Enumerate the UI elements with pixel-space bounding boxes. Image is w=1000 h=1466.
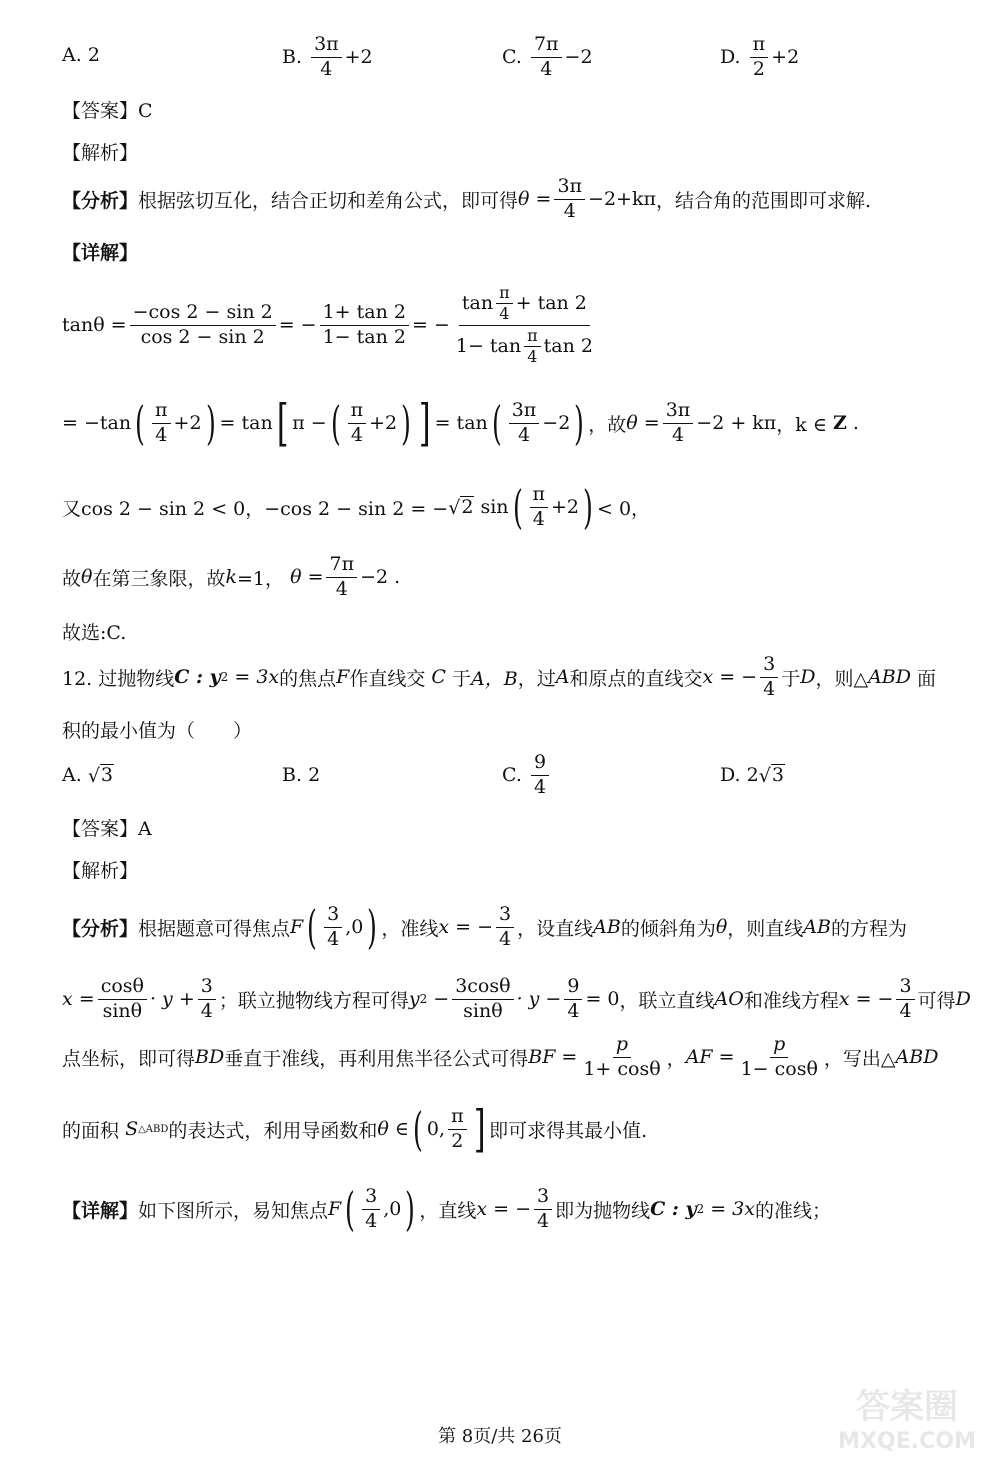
q11-derivation-line-3: 又cos 2 − sin 2 < 0，−cos 2 − sin 2 = − √ 2 sin ( $\frac{\pi}{4}$ +2 ) < 0， xyxy=(62,480,651,535)
q12-option-d: D. 2 √ 3 xyxy=(720,764,784,787)
page-footer: 第 8页/共 26页 xyxy=(438,1426,562,1447)
q11-derivation-line-4: 故 θ 在第三象限，故 k =1， θ = $\frac{7\pi}{4}$ −2 . xyxy=(62,553,401,600)
q11-analysis: 【分析】 根据弦切互化，结合正切和差角公式，即可得 θ = $\frac{3\pi}{4}$ −2+kπ ，结合角的范围即可求解. xyxy=(62,175,872,222)
q12-analysis-line-1: 【分析】 根据题意可得焦点 F ( $\frac{3}{4}$ ,0 ) ，准线 x = − $\frac{3}{4}$ ，设直线 AB 的倾斜角为 θ ，则直线 AB 的方程为 xyxy=(62,900,907,955)
sqrt-symbol: √ 2 xyxy=(448,495,474,519)
q12-detail-line-1: 【详解】 如下图所示，易知焦点 F ( $\frac{3}{4}$ ,0 ) ，直线 x = − $\frac{3}{4}$ 即为抛物线 C : y 2 = 3x 的准线； xyxy=(62,1182,831,1237)
q11-detail-heading: 【详解】 xyxy=(62,242,139,264)
fraction: $\frac{\pi}{2}$ xyxy=(750,34,769,81)
fraction: $\frac{3\pi}{4}$ xyxy=(311,34,342,81)
fraction: $\frac{7\pi}{4}$ xyxy=(531,34,562,81)
q11-choice: 故选:C. xyxy=(62,622,127,644)
q12-answer: 【答案】A xyxy=(62,818,152,840)
q12-analysis-line-2: x = $\frac{\cos\theta}{\sin\theta}$ · y + $\frac{3}{4}$ ；联立抛物线方程可得 y 2 − $\frac{3\cos\theta}{\sin\theta}$ · y − $\frac{9}{4}$ = 0 ，联立直线 AO 和准线方程 x = − $\frac{3}{4}$ 可得 D xyxy=(62,975,971,1022)
q12-analysis-line-3: 点坐标，即可得 BD 垂直于准线，再利用焦半径公式可得 BF = $\frac{p}{1+ \cos\theta}$ ， AF = $\frac{p}{1- \cos\theta}$ ，写出△ ABD xyxy=(62,1033,939,1080)
q12-stem-line-2: 积的最小值为（ ） xyxy=(62,720,253,742)
q11-option-c: C. $\frac{7\pi}{4}$ −2 xyxy=(502,33,593,80)
q11-option-d: D. $\frac{\pi}{2}$ +2 xyxy=(720,33,800,80)
q12-analysis-line-4: 的面积 S △ABD 的表达式，利用导函数和 θ ∈ ( 0, $\frac{\pi}{2}$ ] 即可求得其最小值. xyxy=(62,1100,648,1158)
watermark-url: MXQE.COM xyxy=(838,1429,976,1454)
q11-answer: 【答案】C xyxy=(62,100,153,122)
watermark-text: 答案圈 xyxy=(856,1387,958,1427)
q12-option-c: C. $\frac{9}{4}$ xyxy=(502,752,552,799)
q11-option-b: B. $\frac{3\pi}{4}$ +2 xyxy=(282,33,373,80)
q12-option-b: B. 2 xyxy=(282,764,321,786)
q11-derivation-line-1: tanθ = $\frac{-\cos 2 - \sin 2}{\cos 2 - \sin 2}$ = − $\frac{1+ \tan 2}{1- \tan 2}$ = − tan $\frac{\pi}{4}$ + tan 2 1− tan $\frac{\pi}{4}$ tan 2 xyxy=(62,283,593,367)
q11-analysis-heading: 【解析】 xyxy=(62,142,139,164)
q12-stem: 12. 过抛物线 C : y 2 = 3x 的焦点 F 作直线交 C 于 A，B ，过 A 和原点的直线交 x = − $\frac{3}{4}$ 于 D ，则△ ABD 面 xyxy=(62,653,937,700)
q12-option-a: A. √ 3 xyxy=(62,764,114,787)
q11-option-a: A. 2 xyxy=(62,44,100,66)
watermark-logo xyxy=(822,1376,992,1456)
q11-derivation-line-2: = −tan ( $\frac{\pi}{4}$ +2 ) = tan [ π − ( $\frac{\pi}{4}$ +2 ) ] = tan ( $\frac{3\pi}{4}$ −2 ) ，故 θ = $\frac{3\pi}{4}$ −2 + kπ ，k ∈ Z . xyxy=(62,394,859,452)
q12-analysis-heading: 【解析】 xyxy=(62,860,139,882)
